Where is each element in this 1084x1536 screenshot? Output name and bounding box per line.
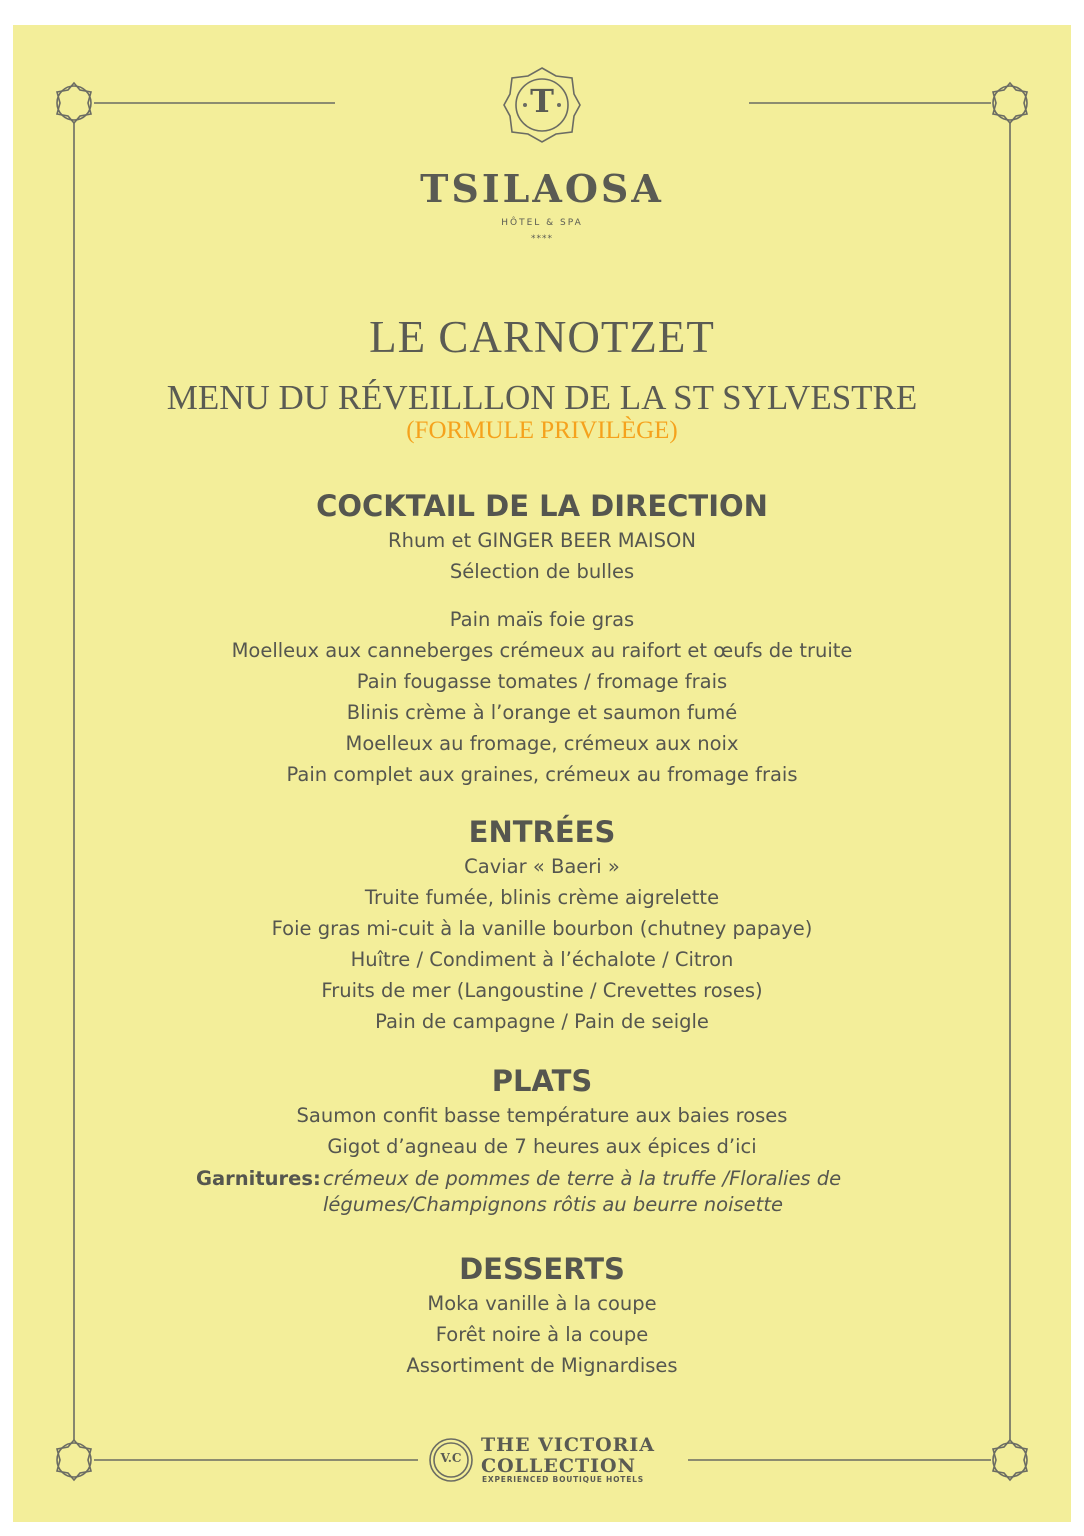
- section-cocktail: [0, 487, 1084, 790]
- menu-item: Moelleux au fromage, crémeux aux noix: [345, 732, 739, 755]
- section-entrees: [0, 813, 1084, 1037]
- menu-item: Gigot d’agneau de 7 heures aux épices d’ici: [327, 1135, 757, 1158]
- menu-item: Sélection de bulles: [449, 560, 635, 583]
- footer-line-2: COLLECTION: [481, 1455, 636, 1477]
- footer-tagline: EXPERIENCED BOUTIQUE HOTELS: [482, 1475, 644, 1484]
- menu-title: LE CARNOTZET: [369, 312, 715, 362]
- menu-item: Caviar « Baeri »: [464, 855, 620, 878]
- menu-item: Pain complet aux graines, crémeux au fromage frais: [286, 763, 798, 786]
- garnitures-line-1: crémeux de pommes de terre à la truffe /Floralies de: [323, 1167, 842, 1190]
- menu-item: Huître / Condiment à l’échalote / Citron: [350, 948, 734, 971]
- menu-item: Moka vanille à la coupe: [427, 1292, 657, 1315]
- section-heading: PLATS: [491, 1064, 593, 1098]
- corner-ornament-bottom-left: [57, 1440, 91, 1480]
- hotel-name: TSILAOSA: [420, 166, 664, 211]
- menu-item: Rhum et GINGER BEER MAISON: [388, 529, 696, 552]
- menu-item: Forêt noire à la coupe: [435, 1323, 649, 1346]
- footer-line-1: THE VICTORIA: [481, 1434, 656, 1456]
- garnitures-line-2: légumes/Champignons rôtis au beurre noisette: [323, 1193, 783, 1216]
- menu-item: Saumon confit basse température aux baies roses: [296, 1104, 788, 1127]
- menu-item: Blinis crème à l’orange et saumon fumé: [346, 701, 738, 724]
- garnitures-label: Garnitures:: [196, 1167, 321, 1190]
- footer-logo-text: V.C: [440, 1451, 462, 1465]
- section-plats: [0, 1062, 1084, 1162]
- menu-formule: (FORMULE PRIVILÈGE): [406, 417, 678, 444]
- hotel-logo-letter: T: [530, 82, 554, 120]
- section-heading: ENTRÉES: [468, 815, 616, 849]
- menu-item: Pain fougasse tomates / fromage frais: [356, 670, 728, 693]
- section-heading: COCKTAIL DE LA DIRECTION: [316, 489, 768, 523]
- garnitures-text: [323, 1166, 913, 1218]
- hotel-type: HÔTEL & SPA: [501, 218, 583, 228]
- section-heading: DESSERTS: [459, 1252, 625, 1286]
- menu-item: Pain de campagne / Pain de seigle: [375, 1010, 709, 1033]
- menu-item: Assortiment de Mignardises: [406, 1354, 678, 1377]
- menu-item: Pain maïs foie gras: [449, 608, 635, 631]
- menu-subtitle: MENU DU RÉVEILLLON DE LA ST SYLVESTRE: [166, 378, 918, 417]
- corner-ornament-bottom-right: [993, 1440, 1027, 1480]
- menu-item: Truite fumée, blinis crème aigrelette: [364, 886, 720, 909]
- hotel-stars: ****: [531, 234, 553, 244]
- menu-item: Foie gras mi-cuit à la vanille bourbon (chutney papaye): [271, 917, 813, 940]
- menu-item: Fruits de mer (Langoustine / Crevettes roses): [321, 979, 763, 1002]
- menu-item: Moelleux aux canneberges crémeux au raifort et œufs de truite: [231, 639, 853, 662]
- section-desserts: [0, 1250, 1084, 1381]
